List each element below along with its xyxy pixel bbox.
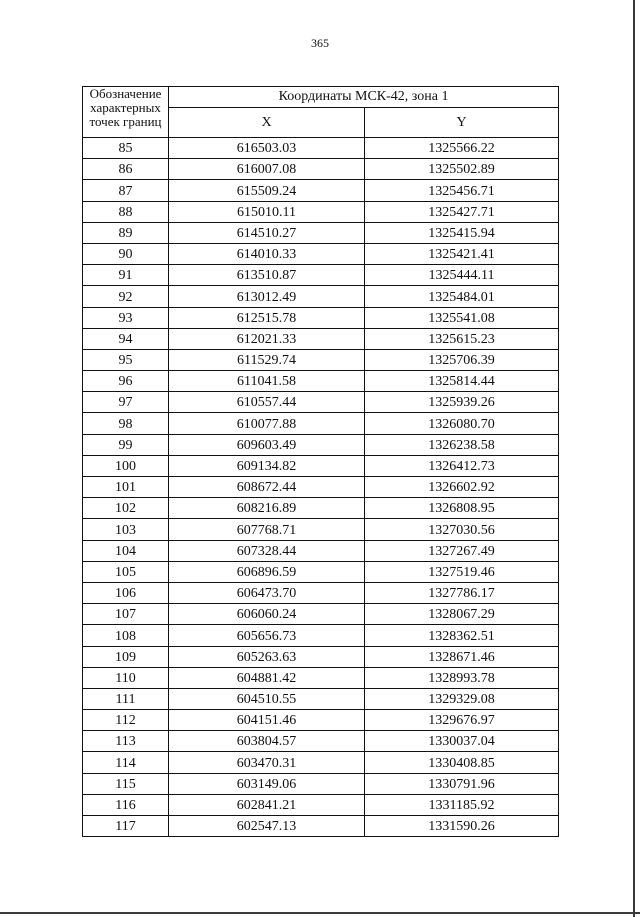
y-cell: 1325706.39 — [365, 349, 559, 370]
y-cell: 1330408.85 — [365, 752, 559, 773]
table-row — [83, 646, 559, 667]
x-cell: 607328.44 — [169, 540, 365, 561]
table-row — [83, 773, 559, 794]
x-cell: 604881.42 — [169, 667, 365, 688]
y-cell: 1328067.29 — [365, 604, 559, 625]
x-cell: 615010.11 — [169, 201, 365, 222]
x-cell: 603470.31 — [169, 752, 365, 773]
table-row — [83, 265, 559, 286]
point-cell: 104 — [83, 540, 169, 561]
point-cell: 108 — [83, 625, 169, 646]
x-cell: 603149.06 — [169, 773, 365, 794]
point-cell: 86 — [83, 159, 169, 180]
table-row — [83, 371, 559, 392]
x-cell: 616503.03 — [169, 138, 365, 159]
table-row — [83, 307, 559, 328]
x-cell: 605656.73 — [169, 625, 365, 646]
y-cell: 1325421.41 — [365, 243, 559, 264]
page-edge-right — [633, 0, 635, 917]
table-row — [83, 561, 559, 582]
y-cell: 1325427.71 — [365, 201, 559, 222]
table-row — [83, 159, 559, 180]
x-cell: 602841.21 — [169, 794, 365, 815]
y-cell: 1327519.46 — [365, 561, 559, 582]
y-cell: 1326808.95 — [365, 498, 559, 519]
table-row — [83, 243, 559, 264]
y-cell: 1325484.01 — [365, 286, 559, 307]
point-cell: 100 — [83, 455, 169, 476]
y-cell: 1327030.56 — [365, 519, 559, 540]
y-cell: 1327267.49 — [365, 540, 559, 561]
x-cell: 614510.27 — [169, 222, 365, 243]
x-cell: 606060.24 — [169, 604, 365, 625]
table-row — [83, 477, 559, 498]
x-cell: 613012.49 — [169, 286, 365, 307]
point-cell: 93 — [83, 307, 169, 328]
y-cell: 1325415.94 — [365, 222, 559, 243]
point-cell: 95 — [83, 349, 169, 370]
x-cell: 610077.88 — [169, 413, 365, 434]
point-cell: 101 — [83, 477, 169, 498]
y-cell: 1325444.11 — [365, 265, 559, 286]
point-cell: 94 — [83, 328, 169, 349]
point-cell: 109 — [83, 646, 169, 667]
y-cell: 1325814.44 — [365, 371, 559, 392]
point-cell: 88 — [83, 201, 169, 222]
point-cell: 116 — [83, 794, 169, 815]
x-cell: 612021.33 — [169, 328, 365, 349]
point-cell: 91 — [83, 265, 169, 286]
y-cell: 1325541.08 — [365, 307, 559, 328]
x-cell: 606896.59 — [169, 561, 365, 582]
y-cell: 1329329.08 — [365, 688, 559, 709]
point-cell: 90 — [83, 243, 169, 264]
y-cell: 1328671.46 — [365, 646, 559, 667]
x-cell: 608672.44 — [169, 477, 365, 498]
x-cell: 604151.46 — [169, 710, 365, 731]
y-cell: 1326602.92 — [365, 477, 559, 498]
x-cell: 608216.89 — [169, 498, 365, 519]
x-cell: 611529.74 — [169, 349, 365, 370]
y-cell: 1330037.04 — [365, 731, 559, 752]
point-cell: 89 — [83, 222, 169, 243]
x-cell: 609603.49 — [169, 434, 365, 455]
x-cell: 612515.78 — [169, 307, 365, 328]
point-cell: 98 — [83, 413, 169, 434]
x-cell: 610557.44 — [169, 392, 365, 413]
coordinates-table — [82, 86, 559, 837]
table-row — [83, 794, 559, 815]
page-number: 365 — [311, 36, 329, 50]
point-cell: 102 — [83, 498, 169, 519]
table-row — [83, 392, 559, 413]
table-row — [83, 498, 559, 519]
point-cell: 113 — [83, 731, 169, 752]
table-row — [83, 519, 559, 540]
x-cell: 605263.63 — [169, 646, 365, 667]
table-row — [83, 138, 559, 159]
point-cell: 92 — [83, 286, 169, 307]
x-cell: 616007.08 — [169, 159, 365, 180]
table-row — [83, 816, 559, 837]
y-cell: 1325615.23 — [365, 328, 559, 349]
table-row — [83, 286, 559, 307]
table-row — [83, 688, 559, 709]
y-cell: 1328362.51 — [365, 625, 559, 646]
point-cell: 112 — [83, 710, 169, 731]
x-cell: 609134.82 — [169, 455, 365, 476]
table-row — [83, 604, 559, 625]
point-cell: 85 — [83, 138, 169, 159]
y-cell: 1327786.17 — [365, 582, 559, 603]
y-cell: 1325456.71 — [365, 180, 559, 201]
y-cell: 1325566.22 — [365, 138, 559, 159]
point-cell: 99 — [83, 434, 169, 455]
y-cell: 1331590.26 — [365, 816, 559, 837]
table-row — [83, 710, 559, 731]
page-edge-bottom — [0, 912, 640, 914]
x-cell: 613510.87 — [169, 265, 365, 286]
point-cell: 97 — [83, 392, 169, 413]
table-row — [83, 222, 559, 243]
x-cell: 615509.24 — [169, 180, 365, 201]
table-row — [83, 625, 559, 646]
x-cell: 607768.71 — [169, 519, 365, 540]
point-cell: 107 — [83, 604, 169, 625]
y-cell: 1330791.96 — [365, 773, 559, 794]
y-cell: 1326080.70 — [365, 413, 559, 434]
header-y: Y — [365, 108, 559, 138]
point-cell: 96 — [83, 371, 169, 392]
table-body — [83, 138, 559, 837]
y-cell: 1331185.92 — [365, 794, 559, 815]
table-row — [83, 540, 559, 561]
x-cell: 606473.70 — [169, 582, 365, 603]
table-row — [83, 201, 559, 222]
y-cell: 1325502.89 — [365, 159, 559, 180]
table-row — [83, 434, 559, 455]
y-cell: 1325939.26 — [365, 392, 559, 413]
header-x: X — [169, 108, 365, 138]
y-cell: 1329676.97 — [365, 710, 559, 731]
point-cell: 106 — [83, 582, 169, 603]
x-cell: 603804.57 — [169, 731, 365, 752]
x-cell: 604510.55 — [169, 688, 365, 709]
header-coordinates: Координаты МСК-42, зона 1 — [169, 87, 559, 108]
y-cell: 1326412.73 — [365, 455, 559, 476]
table-row — [83, 667, 559, 688]
table-row — [83, 752, 559, 773]
table-row — [83, 328, 559, 349]
point-cell: 103 — [83, 519, 169, 540]
x-cell: 602547.13 — [169, 816, 365, 837]
table-row — [83, 349, 559, 370]
x-cell: 614010.33 — [169, 243, 365, 264]
table-row — [83, 413, 559, 434]
point-cell: 117 — [83, 816, 169, 837]
y-cell: 1326238.58 — [365, 434, 559, 455]
table-row — [83, 180, 559, 201]
x-cell: 611041.58 — [169, 371, 365, 392]
point-cell: 87 — [83, 180, 169, 201]
y-cell: 1328993.78 — [365, 667, 559, 688]
table-row — [83, 455, 559, 476]
table-row — [83, 731, 559, 752]
point-cell: 115 — [83, 773, 169, 794]
point-cell: 111 — [83, 688, 169, 709]
table-row — [83, 582, 559, 603]
point-cell: 105 — [83, 561, 169, 582]
point-cell: 110 — [83, 667, 169, 688]
header-point-designation: Обозначение характерных точек границ — [83, 87, 169, 138]
point-cell: 114 — [83, 752, 169, 773]
